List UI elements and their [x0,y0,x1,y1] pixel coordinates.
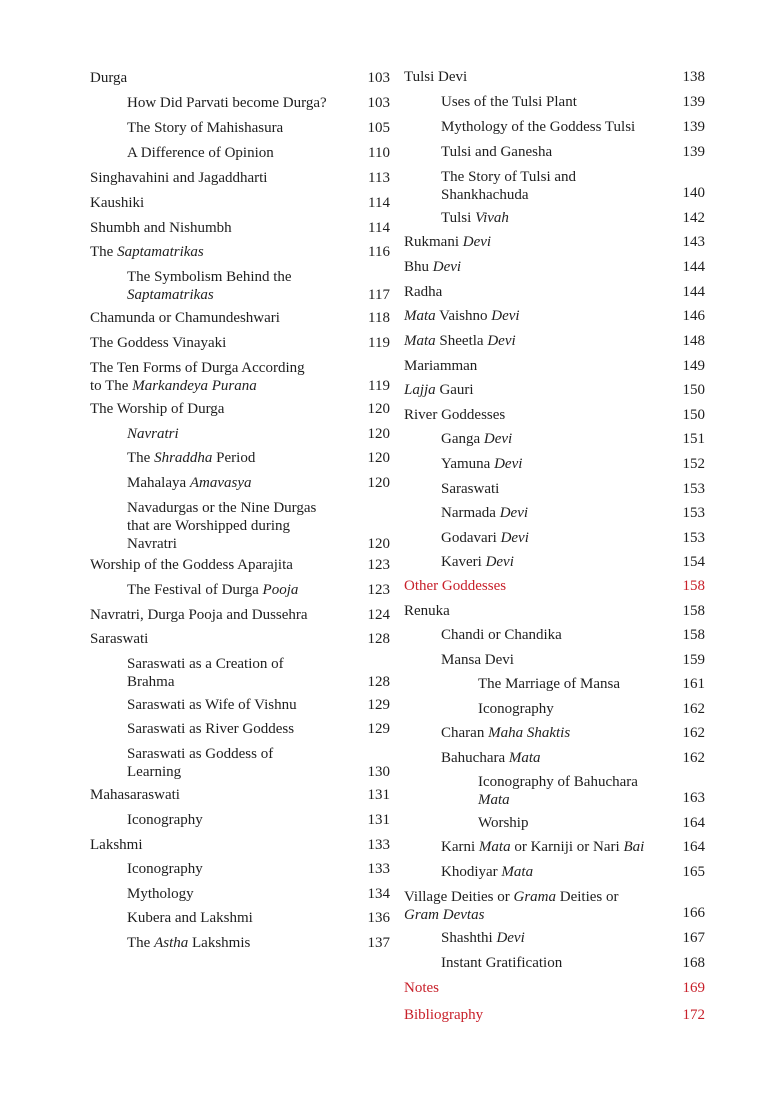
toc-entry-title: Khodiyar Mata [441,864,534,880]
toc-entry-title: Durga [90,70,128,86]
toc-page-number: 158 [682,578,705,594]
toc-entry-title: Bhu Devi [404,259,462,275]
toc-page-number: 142 [682,210,705,226]
toc-entry-title: Saraswati as Wife of Vishnu [127,697,297,713]
toc-entry-title: Rukmani Devi [404,234,492,250]
toc-page-number: 168 [682,955,705,971]
toc-page-number: 164 [682,815,705,831]
toc-page-number: 105 [367,120,390,136]
toc-page-number: 113 [368,170,390,186]
toc-entry-title: Tulsi Vivah [441,210,509,226]
toc-page-number: 131 [367,787,390,803]
toc-entry-title: Saraswati as River Goddess [127,721,295,737]
toc-entry-title: Narmada Devi [441,505,529,521]
toc-page-number: 123 [367,582,390,598]
toc-entry-title: Renuka [404,603,450,619]
toc-page-number: 146 [682,308,705,324]
toc-entry-title: Charan Maha Shaktis [441,725,571,741]
toc-page-number: 149 [682,358,705,374]
toc-page-number: 114 [368,195,390,211]
toc-page-number: 159 [682,652,705,668]
toc-page-number: 139 [682,119,705,135]
toc-entry-title: Saraswati as a Creation of Brahma [127,656,284,690]
toc-entry-title: Singhavahini and Jagaddharti [90,170,268,186]
toc-entry-title: Village Deities or Grama Deities or Gram Devtas [404,889,619,923]
toc-entry-title: Iconography [127,812,203,828]
toc-page-number: 130 [367,764,390,780]
toc-entry-title: Mata Vaishno Devi [404,308,520,324]
toc-entry-title: Lajja Gauri [404,382,474,398]
toc-page-number: 116 [368,244,390,260]
toc-page-number: 152 [682,456,705,472]
toc-page-number: 120 [367,426,390,442]
toc-entry-title: Navadurgas or the Nine Durgas that are Worshipped during Navratri [127,500,317,552]
toc-page-number: 165 [682,864,705,880]
toc-entry-title: The Saptamatrikas [90,244,204,260]
toc-entry-title: Tulsi Devi [404,69,468,85]
toc-entry-title: The Marriage of Mansa [478,676,621,692]
toc-entry-title: Kaveri Devi [441,554,514,570]
toc-entry-title: The Shraddha Period [127,450,256,466]
toc-entry-title: The Story of Tulsi and Shankhachuda [441,169,577,203]
toc-entry-title: Kaushiki [90,195,145,211]
toc-page-number: 172 [682,1007,705,1023]
toc-page-number: 153 [682,505,705,521]
toc-page-number: 140 [682,185,705,201]
toc-page-number: 167 [682,930,705,946]
toc-page-number: 158 [682,603,705,619]
toc-page-number: 103 [367,95,390,111]
toc-page-number: 162 [682,750,705,766]
toc-page-number: 138 [682,69,705,85]
toc-page-number: 114 [368,220,390,236]
toc-entry-title: The Astha Lakshmis [127,935,251,951]
toc-entry-title: Iconography of Bahuchara Mata [478,774,638,808]
toc-page-number: 154 [682,554,705,570]
toc-entry-title: Shumbh and Nishumbh [90,220,232,236]
toc-entry-title: Saraswati [90,631,149,647]
toc-page-number: 153 [682,481,705,497]
toc-page-number: 151 [682,431,705,447]
toc-entry-title: Mahasaraswati [90,787,180,803]
toc-page-number: 161 [682,676,705,692]
toc-entry-title: The Festival of Durga Pooja [127,582,299,598]
toc-page-number: 120 [367,401,390,417]
toc-entry-title: Notes [404,980,439,996]
toc-page-number: 117 [368,287,390,303]
toc-entry-title: Navratri, Durga Pooja and Dussehra [90,607,308,623]
toc-page-number: 110 [368,145,390,161]
toc-entry-title: River Goddesses [404,407,506,423]
toc-page-number: 150 [682,407,705,423]
toc-entry-title: Chamunda or Chamundeshwari [90,310,280,326]
toc-entry-title: Worship [478,815,529,831]
toc-entry-title: The Worship of Durga [90,401,225,417]
toc-page-number: 166 [682,905,705,921]
toc-entry-title: Karni Mata or Karniji or Nari Bai [441,839,645,855]
toc-page-number: 144 [682,284,705,300]
toc-page-number: 136 [367,910,390,926]
toc-entry-title: Bibliography [404,1007,484,1023]
toc-entry-title: Bahuchara Mata [441,750,541,766]
toc-entry-title: Ganga Devi [441,431,513,447]
toc-page-number: 131 [367,812,390,828]
toc-entry-title: Mythology [127,886,194,902]
toc-page-number: 143 [682,234,705,250]
toc-entry-title: Lakshmi [90,837,143,853]
toc-entry-title: Mahalaya Amavasya [127,475,252,491]
toc-page-number: 153 [682,530,705,546]
toc-entry-title: Navratri [127,426,179,442]
toc-entry-title: Iconography [478,701,554,717]
toc-page-number: 163 [682,790,705,806]
toc-page-number: 119 [368,335,390,351]
toc-page-number: 133 [367,837,390,853]
toc-entry-title: Shashthi Devi [441,930,525,946]
toc-entry-title: Saraswati as Goddess of Learning [127,746,274,780]
toc-entry-title: Other Goddesses [404,578,507,594]
toc-page-number: 123 [367,557,390,573]
toc-page-number: 169 [682,980,705,996]
toc-entry-title: Mansa Devi [441,652,514,668]
toc-page-number: 158 [682,627,705,643]
toc-entry-title: Kubera and Lakshmi [127,910,253,926]
toc-entry-title: Saraswati [441,481,500,497]
toc-page-number: 118 [368,310,390,326]
toc-page-number: 150 [682,382,705,398]
toc-entry-title: The Story of Mahishasura [127,120,284,136]
toc-page-number: 133 [367,861,390,877]
toc-page-number: 129 [367,697,390,713]
toc-page-number: 124 [367,607,390,623]
toc-page-number: 128 [367,674,390,690]
toc-page-number: 120 [367,475,390,491]
toc-entry-title: Tulsi and Ganesha [441,144,553,160]
toc-page-number: 144 [682,259,705,275]
toc-entry-title: Chandi or Chandika [441,627,562,643]
toc-entry-title: Yamuna Devi [441,456,523,472]
toc-entry-title: Uses of the Tulsi Plant [441,94,577,110]
toc-page-number: 119 [368,378,390,394]
toc-entry-title: Mythology of the Goddess Tulsi [441,119,636,135]
toc-page-number: 164 [682,839,705,855]
toc-entry-title: Instant Gratification [441,955,563,971]
toc-page-number: 162 [682,725,705,741]
toc-page-number: 148 [682,333,705,349]
toc-page-number: 139 [682,94,705,110]
toc-entry-title: A Difference of Opinion [127,145,274,161]
toc-page-number: 129 [367,721,390,737]
toc-entry-title: Mata Sheetla Devi [404,333,516,349]
toc-entry-title: The Symbolism Behind the Saptamatrikas [127,269,292,303]
toc-entry-title: Iconography [127,861,203,877]
toc-entry-title: Godavari Devi [441,530,529,546]
toc-entry-title: Worship of the Goddess Aparajita [90,557,293,573]
toc-entry-title: How Did Parvati become Durga? [127,95,327,111]
toc-entry-title: The Goddess Vinayaki [90,335,227,351]
toc-entry-title: Mariamman [404,358,478,374]
toc-entry-title: Radha [404,284,443,300]
toc-page-number: 162 [682,701,705,717]
toc-entry-title: The Ten Forms of Durga According to The Markandeya Purana [90,360,305,394]
toc-page-number: 134 [367,886,390,902]
toc-page-number: 120 [367,450,390,466]
toc-page-number: 120 [367,536,390,552]
toc-page-number: 128 [367,631,390,647]
toc-page-number: 139 [682,144,705,160]
toc-page-number: 103 [367,70,390,86]
toc-page-number: 137 [367,935,390,951]
